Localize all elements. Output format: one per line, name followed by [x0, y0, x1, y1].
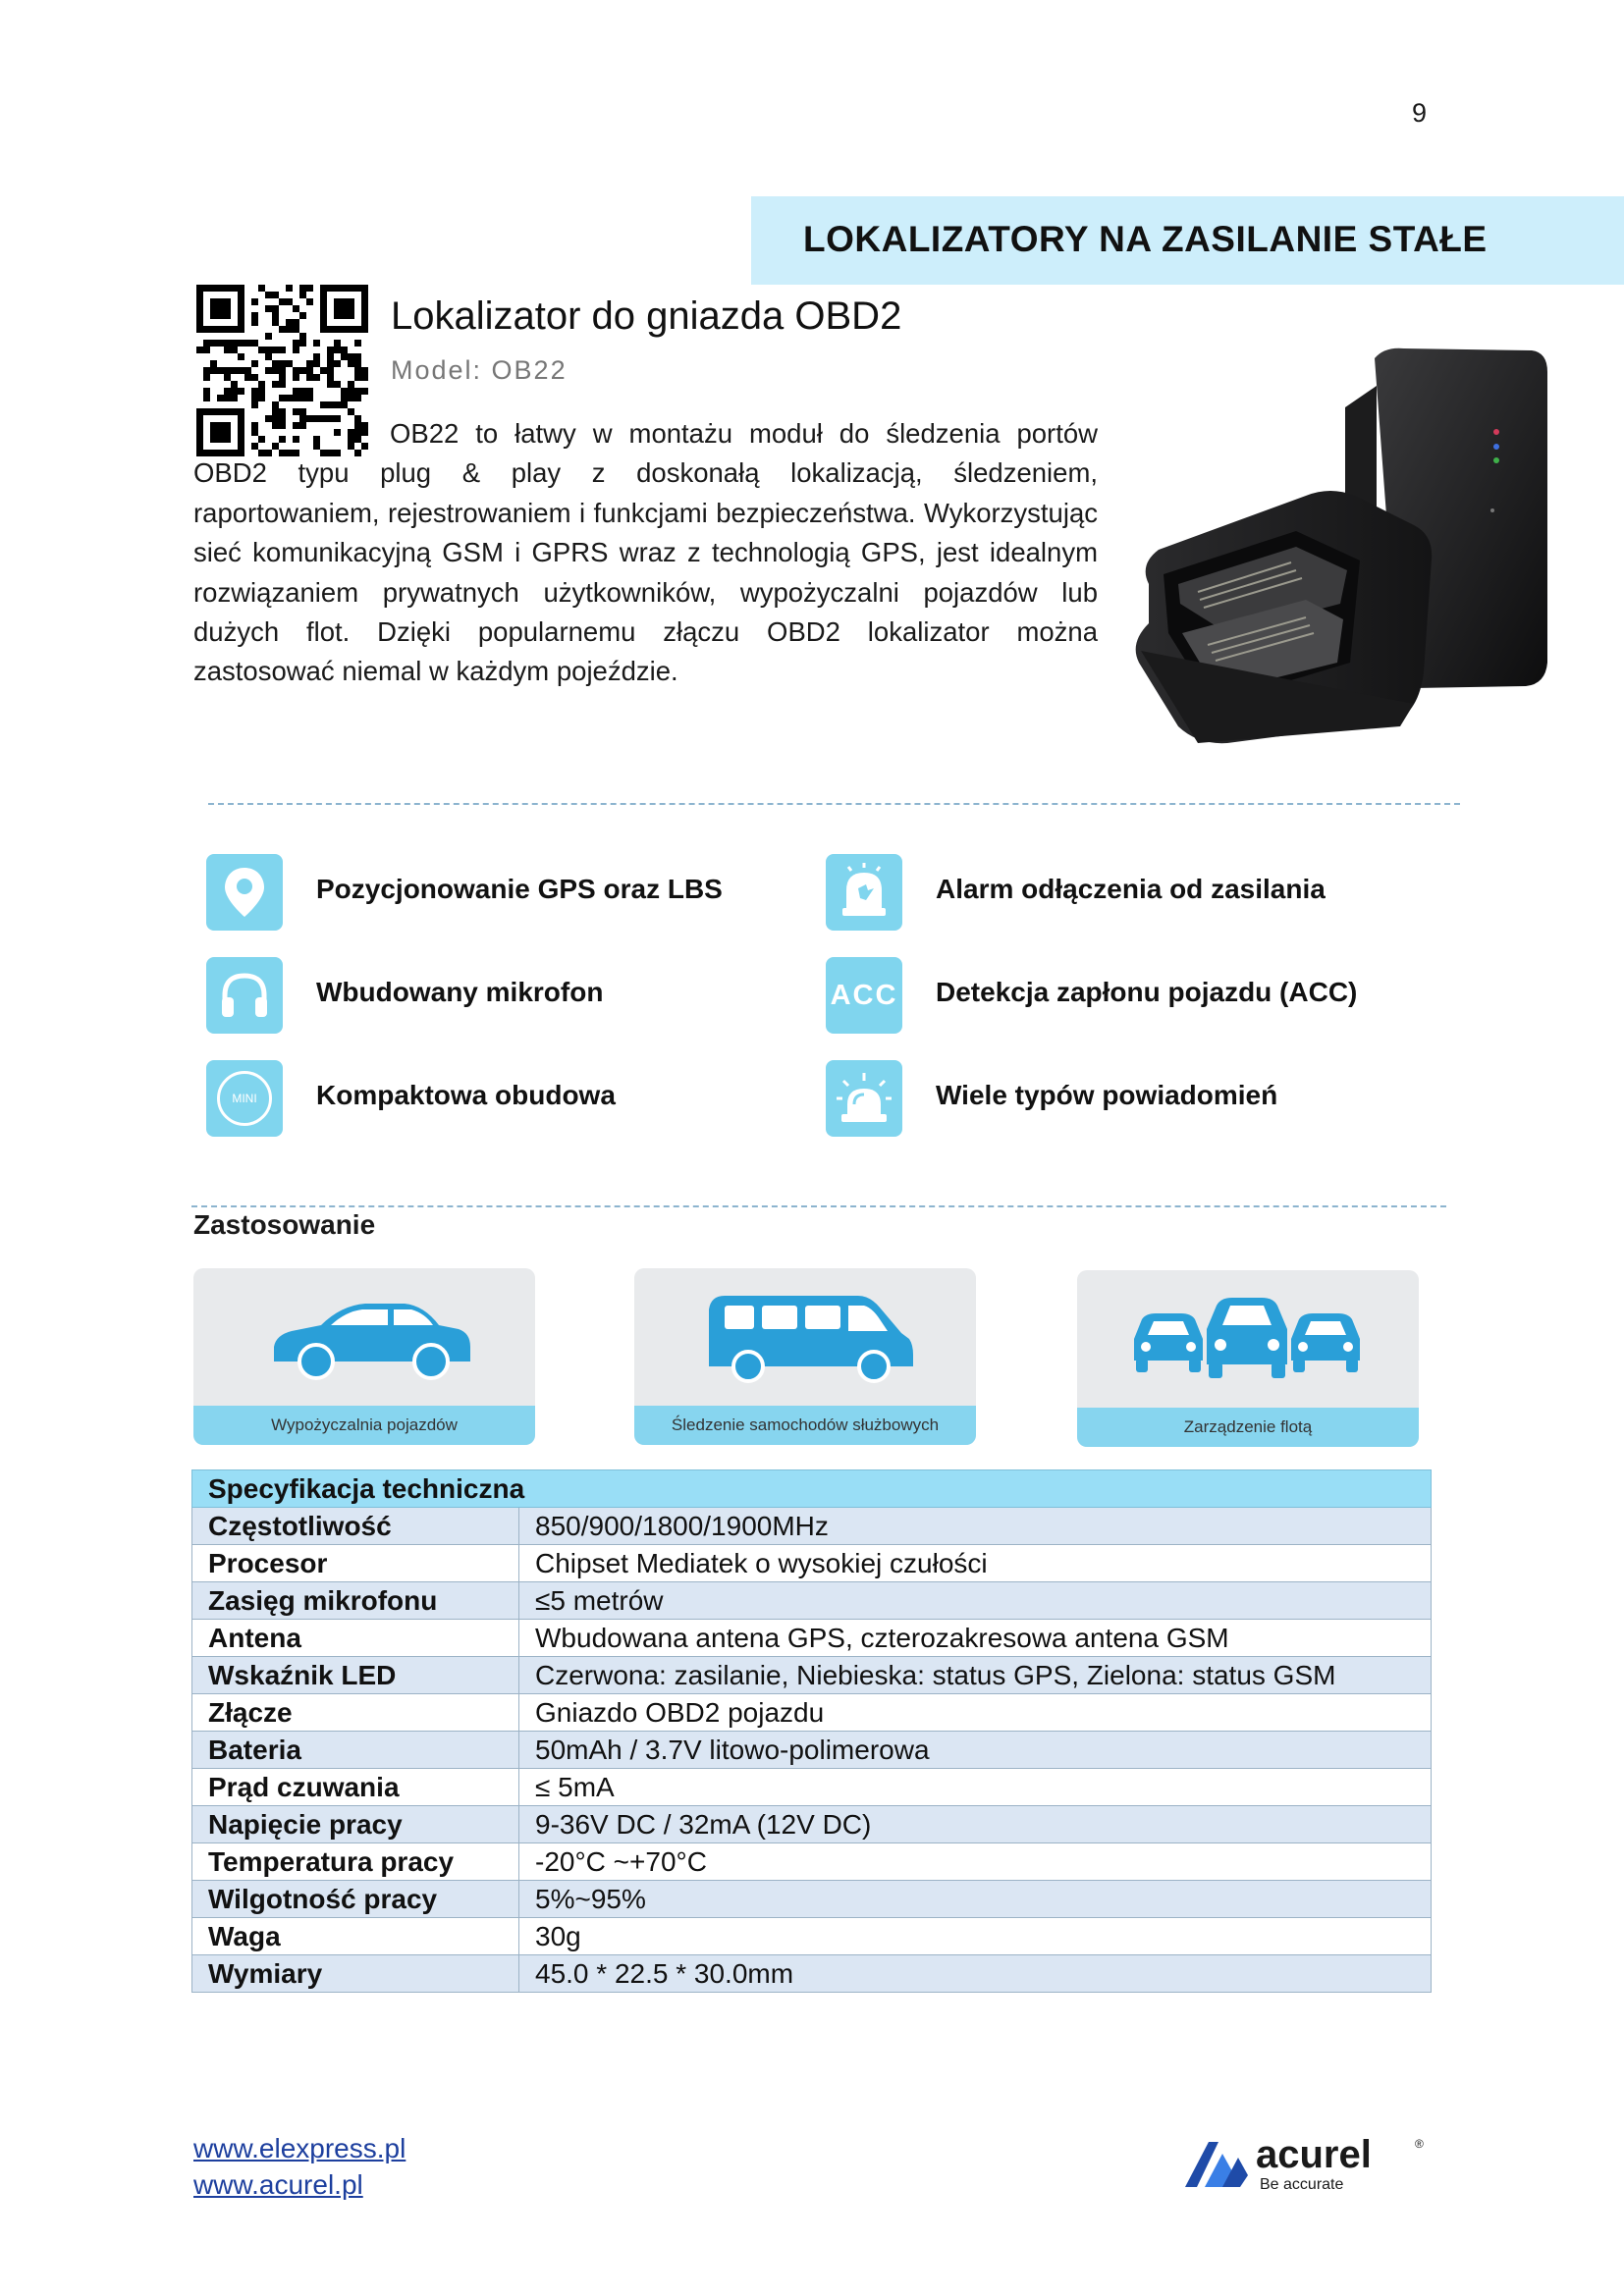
usage-card-label: Śledzenie samochodów służbowych [634, 1406, 976, 1445]
spec-value: 850/900/1800/1900MHz [519, 1508, 1432, 1545]
section-divider [208, 803, 1460, 805]
spec-value: 45.0 * 22.5 * 30.0mm [519, 1955, 1432, 1993]
location-pin-icon [206, 854, 283, 931]
siren-icon [826, 1060, 902, 1137]
spec-key: Wskaźnik LED [192, 1657, 519, 1694]
spec-table-header [192, 1470, 1432, 1508]
page-number: 9 [1412, 98, 1428, 128]
spec-value: 50mAh / 3.7V litowo-polimerowa [519, 1732, 1432, 1769]
spec-key: Procesor [192, 1545, 519, 1582]
spec-key: Antena [192, 1620, 519, 1657]
feature-gps-lbs-label: Pozycjonowanie GPS oraz LBS [316, 874, 723, 904]
spec-row [192, 1806, 1432, 1843]
spec-row [192, 1843, 1432, 1881]
acurel-logo [1183, 2128, 1429, 2197]
spec-row [192, 1881, 1432, 1918]
svg-text:acurel: acurel [1256, 2133, 1372, 2176]
svg-text:®: ® [1415, 2137, 1424, 2151]
feature-microphone-label: Wbudowany mikrofon [316, 977, 604, 1007]
spec-value: ≤5 metrów [519, 1582, 1432, 1620]
footer-link-elexpress[interactable]: www.elexpress.pl [193, 2133, 406, 2163]
spec-key: Prąd czuwania [192, 1769, 519, 1806]
spec-row [192, 1694, 1432, 1732]
spec-row [192, 1657, 1432, 1694]
footer-link-acurel[interactable]: www.acurel.pl [193, 2169, 363, 2200]
section-banner [751, 196, 1624, 285]
usage-card-rental [193, 1268, 535, 1445]
spec-value: 5%~95% [519, 1881, 1432, 1918]
spec-value: Wbudowana antena GPS, czterozakresowa antena GSM [519, 1620, 1432, 1657]
usage-card-label: Wypożyczalnia pojazdów [193, 1406, 535, 1445]
usage-card-fleet [1077, 1270, 1419, 1447]
mini-icon: MINI [206, 1060, 283, 1137]
spec-row [192, 1545, 1432, 1582]
acc-icon: ACC [826, 957, 902, 1034]
section-divider [191, 1205, 1446, 1207]
spec-table [191, 1469, 1432, 1993]
spec-value: 9-36V DC / 32mA (12V DC) [519, 1806, 1432, 1843]
fleet-cars-icon [1077, 1270, 1419, 1408]
spec-row [192, 1918, 1432, 1955]
spec-row [192, 1508, 1432, 1545]
feature-acc-label: Detekcja zapłonu pojazdu (ACC) [936, 977, 1358, 1007]
spec-value: Czerwona: zasilanie, Niebieska: status GPS, Zielona: status GSM [519, 1657, 1432, 1694]
spec-key: Wymiary [192, 1955, 519, 1993]
acurel-logo-mark-icon [1185, 2142, 1248, 2187]
headphones-icon [206, 957, 283, 1034]
spec-row [192, 1582, 1432, 1620]
spec-value: Gniazdo OBD2 pojazdu [519, 1694, 1432, 1732]
spec-key: Waga [192, 1918, 519, 1955]
spec-key: Napięcie pracy [192, 1806, 519, 1843]
svg-text:Be accurate: Be accurate [1260, 2176, 1344, 2193]
spec-row [192, 1955, 1432, 1993]
spec-key: Zasięg mikrofonu [192, 1582, 519, 1620]
spec-value: -20°C ~+70°C [519, 1843, 1432, 1881]
usage-card-company-cars [634, 1268, 976, 1445]
power-plug-alarm-icon [826, 854, 902, 931]
spec-key: Wilgotność pracy [192, 1881, 519, 1918]
spec-value: ≤ 5mA [519, 1769, 1432, 1806]
usage-heading: Zastosowanie [193, 1209, 376, 1240]
spec-key: Bateria [192, 1732, 519, 1769]
usage-card-label: Zarządzenie flotą [1077, 1408, 1419, 1447]
spec-key: Częstotliwość [192, 1508, 519, 1545]
van-icon [634, 1268, 976, 1406]
section-title: LOKALIZATORY NA ZASILANIE STAŁE [803, 219, 1488, 259]
spec-key: Temperatura pracy [192, 1843, 519, 1881]
spec-table-heading: Specyfikacja techniczna [192, 1470, 1432, 1508]
feature-notifications-label: Wiele typów powiadomień [936, 1080, 1278, 1110]
spec-row [192, 1732, 1432, 1769]
spec-row [192, 1620, 1432, 1657]
product-description: OB22 to łatwy w montażu moduł do śledzenia portów OBD2 typu plug & play z doskonałą lokalizacją, śledzeniem, raportowaniem, rejestrowaniem i funkcjami bezpieczeństwa. Wykorzystując sieć komunikacyjną GSM i GPRS wraz z technologią GPS, jest idealnym rozwiązaniem prywatnych użytkowników, wypożyczalni pojazdów lub dużych flot. Dzięki popularnemu złączu OBD2 lokalizator można zastosować niemal w każdym pojeździe. [193, 418, 1098, 687]
spec-row [192, 1769, 1432, 1806]
feature-compact-label: Kompaktowa obudowa [316, 1080, 616, 1110]
feature-power-alarm-label: Alarm odłączenia od zasilania [936, 874, 1326, 904]
spec-value: 30g [519, 1918, 1432, 1955]
product-title: Lokalizator do gniazda OBD2 [391, 294, 902, 338]
car-icon [193, 1268, 535, 1406]
spec-key: Złącze [192, 1694, 519, 1732]
product-image [1119, 339, 1551, 751]
spec-value: Chipset Mediatek o wysokiej czułości [519, 1545, 1432, 1582]
product-model: Model: OB22 [391, 355, 568, 385]
